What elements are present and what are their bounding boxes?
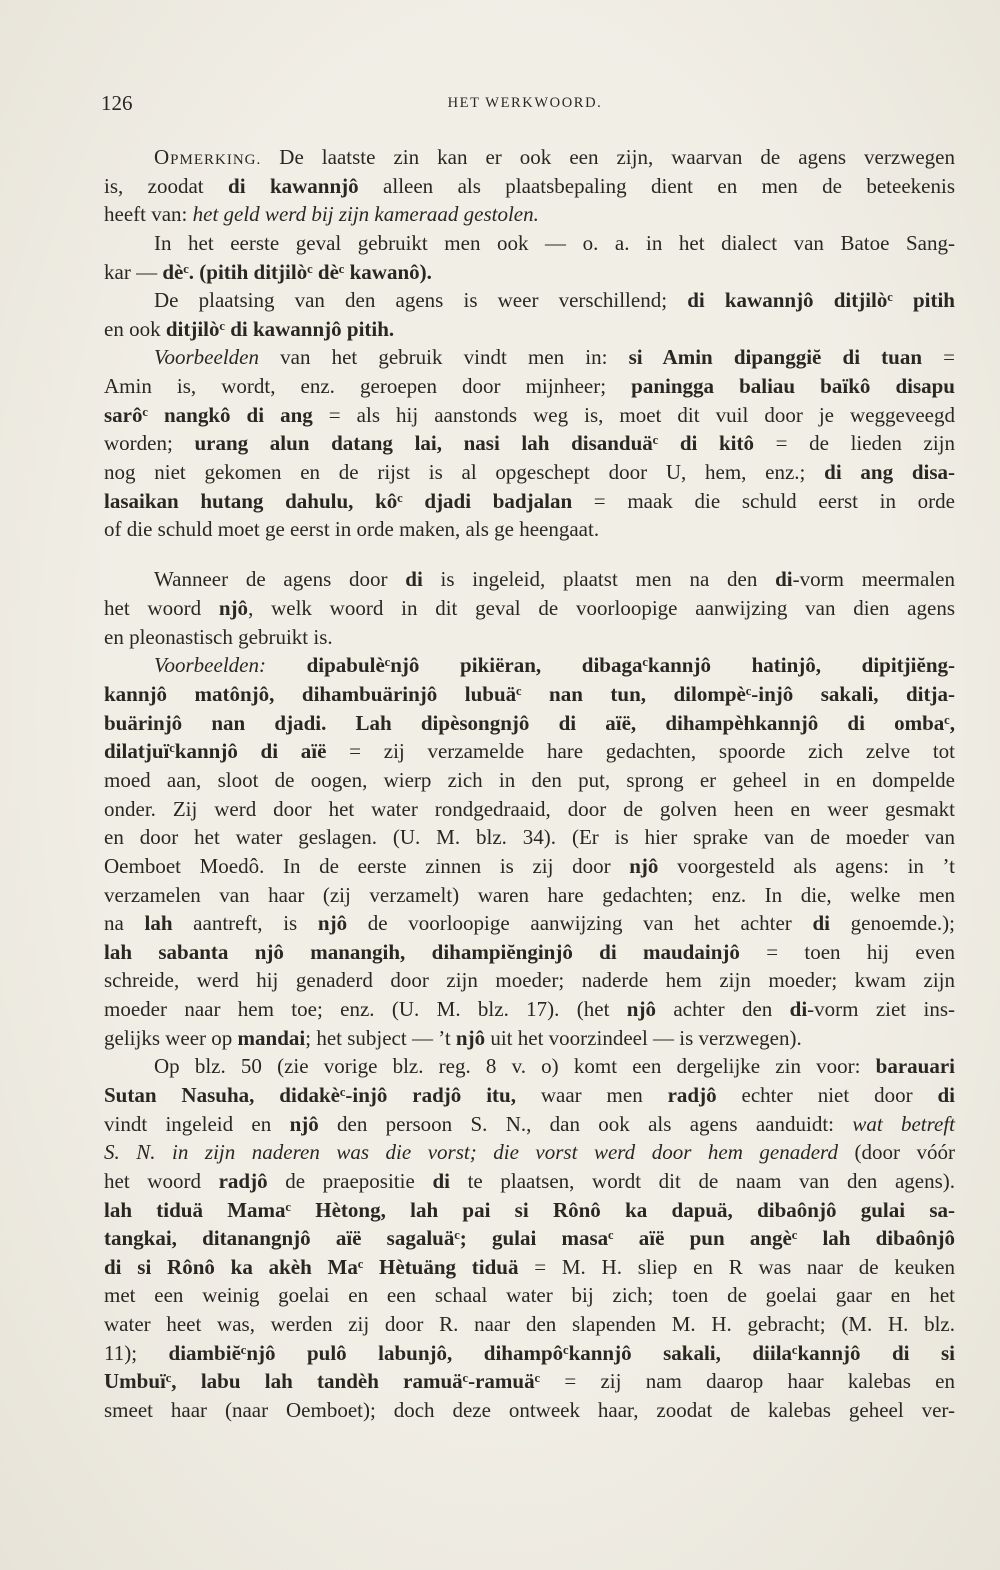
text-line bbox=[104, 258, 955, 287]
text-run: aantreft, is bbox=[172, 911, 318, 936]
text-run: 11); bbox=[104, 1340, 169, 1365]
text-line bbox=[104, 795, 955, 824]
text-run: alleen als plaatsbepaling dient en men de beteekenis bbox=[358, 173, 955, 198]
italic-text: Voorbeelden bbox=[154, 345, 259, 370]
malay-text: Umbuïᶜ, labu lah tandèh ramuäᶜ-ramuäᶜ bbox=[104, 1369, 541, 1394]
text-run: met een weinig goelai en een schaal water bij zich; toen de goelai gaar en het bbox=[104, 1283, 955, 1308]
text-run: en pleonastisch gebruikt is. bbox=[104, 624, 333, 649]
text-run: te plaatsen, wordt dit de naam van den agens). bbox=[449, 1168, 955, 1193]
malay-text: di bbox=[432, 1168, 450, 1193]
text-line bbox=[104, 200, 955, 229]
text-run: kar — bbox=[104, 259, 163, 284]
text-run: , welk woord in dit geval de voorloopige aanwijzing van dien agens bbox=[248, 596, 955, 621]
page-number: 126 bbox=[101, 91, 133, 115]
text-run: de praepositie bbox=[267, 1168, 433, 1193]
text-run: is, zoodat bbox=[104, 173, 229, 198]
text-run: genoemde.); bbox=[829, 911, 956, 936]
italic-text: S. N. in zijn naderen was die vorst; die vorst werd door hem genaderd bbox=[104, 1140, 838, 1165]
malay-text: diambiĕᶜnjô pulô labunjô, dihampôᶜkannjô sakali, diilaᶜkannjô di si bbox=[168, 1340, 955, 1365]
text-line bbox=[104, 766, 955, 795]
text-run: achter den bbox=[655, 997, 790, 1022]
text-run: = zij verzamelde hare gedachten, spoorde zich zelve tot bbox=[326, 739, 956, 764]
text-run: worden; bbox=[104, 431, 195, 456]
text-run: onder. Zij werd door het water rondgedraaid, door de golven heen en weer gesmakt bbox=[104, 796, 955, 821]
malay-text: kannjô matônjô, dihambuärinjô lubuäᶜ nan tun, dilompèᶜ-injô sakali, ditja- bbox=[104, 682, 955, 707]
paragraph bbox=[104, 565, 955, 651]
text-line bbox=[104, 143, 955, 172]
malay-text: njô bbox=[626, 997, 656, 1022]
text-line bbox=[104, 594, 955, 623]
text-run: de voorloopige aanwijzing van het achter bbox=[347, 911, 813, 936]
text-run: water heet was, werden zij door R. naar den slapenden M. H. gebracht; (M. H. blz. bbox=[104, 1312, 955, 1337]
malay-text: Sutan Nasuha, didakèᶜ-injô radjô itu, bbox=[104, 1083, 516, 1107]
remark-block bbox=[104, 143, 955, 544]
text-run: moed aan, sloot de oogen, wierp zich in den put, sprong er geheel in en dompelde bbox=[104, 767, 955, 792]
malay-text: di kawannjô bbox=[228, 173, 359, 198]
text-run: heeft van: bbox=[104, 202, 193, 227]
paragraph bbox=[104, 229, 955, 286]
malay-text: buärinjô nan djadi. Lah dipèsongnjô di aïë, dihampèhkannjô di ombaᶜ, bbox=[104, 710, 955, 735]
text-line bbox=[104, 938, 955, 967]
text-line bbox=[104, 458, 955, 487]
malay-text: di bbox=[405, 567, 423, 592]
text-line bbox=[104, 1281, 955, 1310]
text-run: (door vóór bbox=[837, 1140, 955, 1165]
malay-text: si Amin dipanggiĕ di tuan bbox=[628, 345, 923, 370]
text-line bbox=[104, 229, 955, 258]
text-run: = M. H. sliep en R was naar de keuken bbox=[518, 1254, 955, 1279]
text-run: = maak die schuld eerst in orde bbox=[572, 488, 955, 513]
paragraph bbox=[104, 651, 955, 1052]
malay-text: lah sabanta njô manangih, dihampiĕnginjô di maudainjô bbox=[104, 939, 740, 964]
text-run: = de lieden zijn bbox=[754, 431, 955, 456]
malay-text: dilatjuïᶜkannjô di aïë bbox=[104, 739, 327, 764]
text-line bbox=[104, 737, 955, 766]
text-run: = bbox=[922, 345, 956, 370]
text-run: De plaatsing van den agens is weer verschillend; bbox=[154, 288, 688, 313]
malay-text: lah bbox=[144, 911, 173, 936]
malay-text: dèᶜ. (pitih ditjilòᶜ dèᶜ kawanô). bbox=[162, 259, 432, 284]
text-run: = toen hij even bbox=[739, 939, 955, 964]
paragraph bbox=[104, 143, 955, 229]
malay-text: urang alun datang lai, nasi lah disanduäᶜ di kitô bbox=[194, 431, 755, 456]
text-line bbox=[104, 487, 955, 516]
malay-text: njô bbox=[455, 1025, 486, 1050]
malay-text: paningga baliau baïkô disapu bbox=[631, 374, 955, 399]
malay-text: radjô bbox=[218, 1168, 268, 1193]
main-text-block bbox=[104, 565, 955, 1424]
malay-text: tangkai, ditanangnjô aïë sagaluäᶜ; gulai masaᶜ aïë pun angèᶜ lah dibaônjô bbox=[104, 1226, 955, 1251]
text-line bbox=[104, 1052, 955, 1081]
remark-label: OPMERKING. bbox=[154, 145, 262, 169]
text-run: = als hij aanstonds weg is, moet dit vuil door je weggeveegd bbox=[312, 402, 955, 427]
text-line bbox=[104, 852, 955, 881]
text-line bbox=[104, 372, 955, 401]
malay-text: lah tiduä Mamaᶜ Hètong, lah pai si Rônô ka dapuä, dibaônjô gulai sa- bbox=[104, 1197, 955, 1222]
malay-text: lasaikan hutang dahulu, kôᶜ djadi badjalan bbox=[104, 488, 573, 513]
text-line bbox=[104, 709, 955, 738]
malay-text: di ang disa- bbox=[824, 460, 956, 485]
text-run: is ingeleid, plaatst men na den bbox=[422, 567, 776, 592]
malay-text: sarôᶜ nangkô di ang bbox=[104, 402, 313, 427]
malay-text: di bbox=[812, 911, 830, 936]
italic-text: Voorbeelden: bbox=[154, 653, 266, 678]
malay-text: di si Rônô ka akèh Maᶜ Hètuäng tiduä bbox=[104, 1254, 519, 1279]
text-line bbox=[104, 680, 955, 709]
running-title: HET WERKWOORD. bbox=[447, 95, 603, 111]
text-run: en ook bbox=[104, 316, 166, 341]
text-line bbox=[104, 651, 955, 680]
malay-text: di bbox=[789, 997, 808, 1022]
italic-text: wat betreft bbox=[852, 1111, 955, 1136]
text-run: en door het water geslagen. (U. M. blz. 34). (Er is hier sprake van de moeder van bbox=[104, 825, 955, 850]
text-run: -vorm ziet ins- bbox=[807, 997, 955, 1022]
text-run: = zij nam daarop haar kalebas en bbox=[540, 1369, 955, 1394]
text-line bbox=[104, 1081, 955, 1110]
text-line bbox=[104, 315, 955, 344]
text-run: echter niet door bbox=[716, 1083, 938, 1107]
page-text-body bbox=[104, 143, 955, 1425]
text-run: voorgesteld als agens: in ’t bbox=[658, 853, 956, 878]
text-line bbox=[104, 623, 955, 652]
text-run: vindt ingeleid en bbox=[104, 1111, 290, 1136]
text-run: verzamelen van haar (zij verzamelt) waren hare gedachten; enz. In die, welke men bbox=[104, 882, 955, 907]
text-line bbox=[104, 1367, 955, 1396]
text-line bbox=[104, 172, 955, 201]
malay-text: dipabulèᶜnjô pikiëran, dibagaᶜkannjô hatinjô, dipitjiĕng- bbox=[265, 653, 955, 678]
text-line bbox=[104, 515, 955, 544]
paragraph bbox=[104, 286, 955, 343]
text-run: den persoon S. N., dan ook als agens aanduidt: bbox=[318, 1111, 853, 1136]
text-line bbox=[104, 909, 955, 938]
text-run: ; het subject — ’t bbox=[305, 1025, 456, 1050]
text-run: van het gebruik vindt men in: bbox=[258, 345, 629, 370]
malay-text: njô bbox=[317, 911, 348, 936]
text-line bbox=[104, 429, 955, 458]
text-run: De laatste zin kan er ook een zijn, waarvan de agens verzwegen bbox=[261, 145, 955, 169]
text-run: waar men bbox=[515, 1083, 668, 1107]
text-run: het woord bbox=[104, 1168, 219, 1193]
paragraph bbox=[104, 343, 955, 543]
malay-text: njô bbox=[218, 596, 249, 621]
malay-text: di bbox=[937, 1083, 955, 1107]
text-run: uit het voorzindeel — is verzwegen). bbox=[485, 1025, 802, 1050]
text-line bbox=[104, 1396, 955, 1425]
text-line bbox=[104, 1110, 955, 1139]
text-run: Wanneer de agens door bbox=[154, 567, 406, 592]
text-line bbox=[104, 881, 955, 910]
malay-text: barauari bbox=[875, 1054, 955, 1079]
text-line bbox=[104, 565, 955, 594]
text-run: moeder naar hem toe; enz. (U. M. blz. 17). (het bbox=[104, 997, 627, 1022]
text-run: Op blz. 50 (zie vorige blz. reg. 8 v. o) komt een dergelijke zin voor: bbox=[154, 1054, 876, 1079]
text-run: nog niet gekomen en de rijst is al opgeschept door U, hem, enz.; bbox=[104, 460, 825, 485]
text-run: gelijks weer op bbox=[104, 1025, 238, 1050]
text-line bbox=[104, 1167, 955, 1196]
text-line bbox=[104, 401, 955, 430]
text-line bbox=[104, 1224, 955, 1253]
text-line bbox=[104, 343, 955, 372]
text-line bbox=[104, 1196, 955, 1225]
paragraph bbox=[104, 1052, 955, 1424]
text-run: of die schuld moet ge eerst in orde maken, als ge heengaat. bbox=[104, 517, 600, 542]
malay-text: ditjilòᶜ di kawannjô pitih. bbox=[165, 316, 395, 341]
malay-text: njô bbox=[629, 853, 659, 878]
text-line bbox=[104, 966, 955, 995]
text-line bbox=[104, 1310, 955, 1339]
text-line bbox=[104, 286, 955, 315]
malay-text: njô bbox=[289, 1111, 319, 1136]
text-run: Amin is, wordt, enz. geroepen door mijnheer; bbox=[104, 374, 632, 399]
text-run: -vorm meermalen bbox=[792, 567, 955, 592]
malay-text: di kawannjô ditjilòᶜ pitih bbox=[687, 288, 955, 313]
text-run: smeet haar (naar Oemboet); doch deze ontweek haar, zoodat de kalebas geheel ver- bbox=[104, 1398, 955, 1423]
text-run: In het eerste geval gebruikt men ook — o. a. in het dialect van Batoe Sang- bbox=[154, 230, 955, 255]
text-line bbox=[104, 1024, 955, 1053]
text-line bbox=[104, 823, 955, 852]
text-run: na bbox=[104, 911, 145, 936]
malay-text: radjô bbox=[667, 1083, 717, 1107]
text-run: schreide, werd hij genaderd door zijn moeder; naderde hem zijn moeder; kwam zijn bbox=[104, 968, 955, 993]
text-line bbox=[104, 1339, 955, 1368]
text-line bbox=[104, 995, 955, 1024]
text-line bbox=[104, 1138, 955, 1167]
text-run: het woord bbox=[104, 596, 219, 621]
malay-text: mandai bbox=[237, 1025, 306, 1050]
italic-text: het geld werd bij zijn kameraad gestolen. bbox=[192, 202, 539, 227]
text-run: Oemboet Moedô. In de eerste zinnen is zij door bbox=[104, 853, 630, 878]
text-line bbox=[104, 1253, 955, 1282]
malay-text: di bbox=[775, 567, 793, 592]
